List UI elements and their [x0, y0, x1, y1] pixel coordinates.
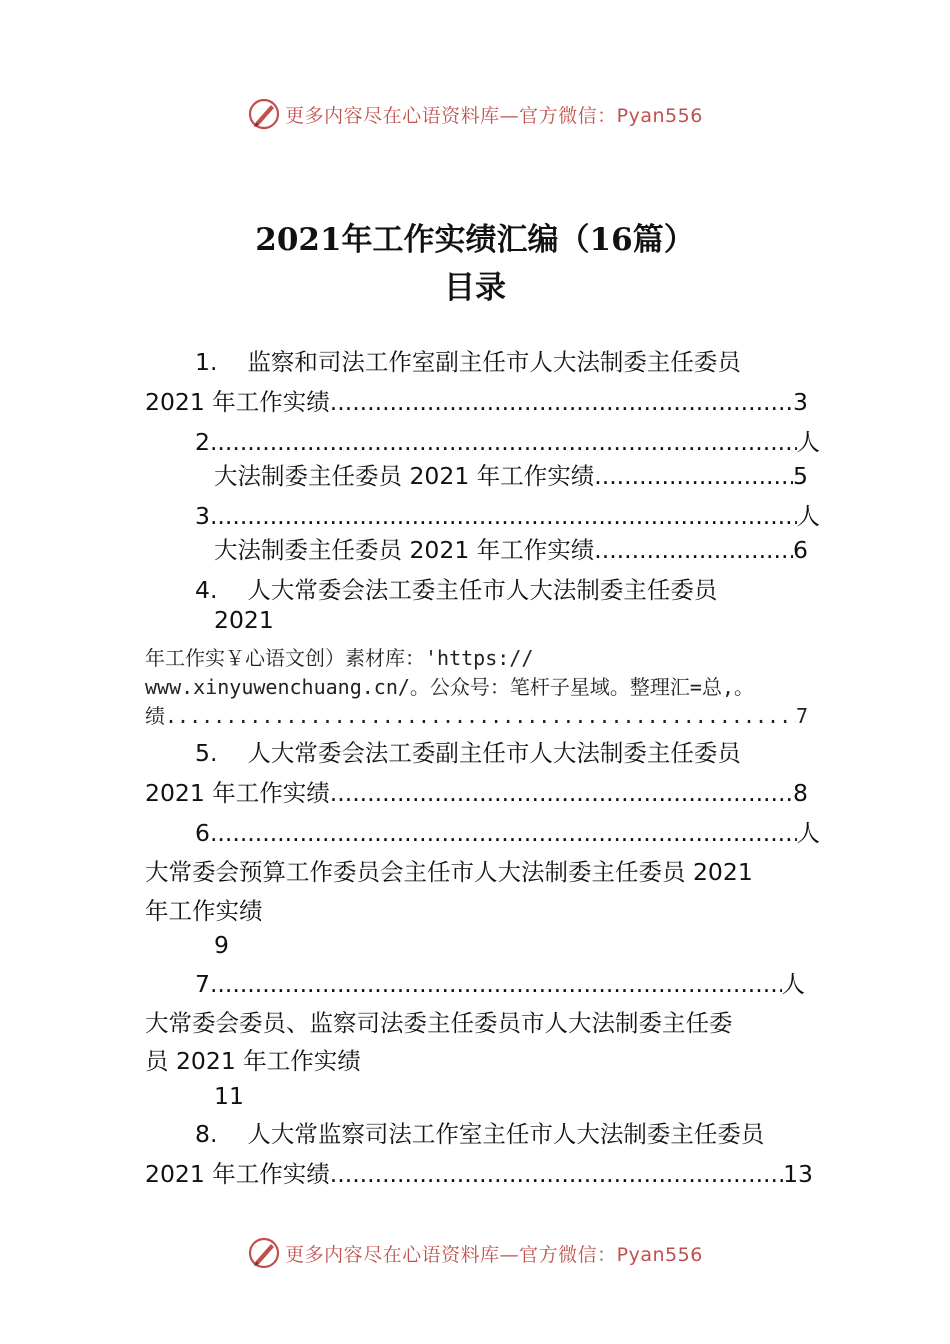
toc-entry-number: 6. [195, 819, 218, 847]
banner-label: 更多内容尽在心语资料库—官方微信： [285, 104, 617, 127]
toc-entry-number: 7. [195, 970, 218, 998]
toc-entry-number: 1. [195, 348, 218, 376]
footer-banner [0, 1233, 950, 1273]
leader-dots [217, 968, 781, 1000]
toc-entry-8-line1[interactable] [195, 1118, 764, 1150]
leader-dots [594, 460, 793, 492]
toc-entry-text: 2021 年工作实绩 [145, 1160, 330, 1188]
toc-entry-1-line1[interactable] [195, 346, 741, 378]
leader-dots [217, 426, 796, 458]
toc-entry-number: 5. [195, 739, 218, 767]
leader-dots [330, 777, 793, 809]
toc-entry-7-line1[interactable] [195, 968, 805, 1000]
pen-logo-icon [247, 97, 281, 131]
toc-entry-text: 绩 [145, 704, 165, 728]
toc-entry-text: 人大常监察司法工作室主任市人大法制委主任委员 [247, 1120, 765, 1148]
toc-entry-3-line1[interactable] [195, 500, 820, 532]
toc-entry-3-line2[interactable] [214, 534, 808, 566]
toc-entry-4-spill-2: www.xinyuwenchuang.cn/。公众号：笔杆子星域。整理汇=总,。 [145, 675, 754, 699]
toc-entry-5-line2[interactable] [145, 777, 808, 809]
toc-entry-text: 大法制委主任委员 2021 年工作实绩 [214, 536, 595, 564]
toc-entry-text: 2021 年工作实绩 [145, 388, 330, 416]
toc-entry-text: 人 [796, 428, 820, 456]
toc-page-number: 3 [793, 388, 808, 416]
toc-entry-text: 人 [796, 502, 820, 530]
banner-text [285, 1240, 703, 1267]
pen-logo-icon [247, 1236, 281, 1270]
leader-dots [594, 534, 793, 566]
toc-page-number[interactable]: 11 [214, 1082, 244, 1110]
toc-entry-text: 人大常委会法工委副主任市人大法制委主任委员 [247, 739, 741, 767]
toc-entry-6-line1[interactable] [195, 817, 820, 849]
leader-dots [165, 702, 796, 731]
toc-entry-text: 大法制委主任委员 2021 年工作实绩 [214, 462, 595, 490]
banner-label: 更多内容尽在心语资料库—官方微信： [285, 1243, 617, 1266]
toc-entry-text: 人 [796, 819, 820, 847]
toc-entry-4-spill-1: 年工作实￥心语文创）素材库：'https:// [145, 646, 534, 670]
toc-entry-8-line2[interactable] [145, 1158, 813, 1190]
toc-entry-text: 监察和司法工作室副主任市人大法制委主任委员 [247, 348, 741, 376]
toc-page-number: 7 [795, 704, 808, 728]
toc-entry-text: 2021 年工作实绩 [145, 779, 330, 807]
toc-entry-number: 8. [195, 1120, 218, 1148]
wechat-id: Pyan556 [616, 1243, 703, 1266]
toc-entry-6-line3: 年工作实绩 [145, 897, 263, 925]
toc-page-number: 8 [793, 779, 808, 807]
leader-dots [330, 386, 793, 418]
leader-dots [217, 817, 796, 849]
leader-dots [330, 1158, 783, 1190]
toc-entry-5-line1[interactable] [195, 737, 741, 769]
toc-entry-4-line2: 2021 [214, 606, 274, 634]
wechat-id: Pyan556 [616, 104, 703, 127]
toc-entry-number: 4. [195, 576, 218, 604]
toc-page-number: 6 [793, 536, 808, 564]
header-banner [0, 94, 950, 134]
toc-entry-2-line1[interactable] [195, 426, 820, 458]
toc-entry-number: 2. [195, 428, 218, 456]
toc-page-number[interactable]: 9 [214, 931, 229, 959]
toc-entry-number: 3. [195, 502, 218, 530]
leader-dots [217, 500, 796, 532]
toc-entry-text: 人大常委会法工委主任市人大法制委主任委员 [247, 576, 718, 604]
document-title: 2021年工作实绩汇编（16篇） [255, 222, 695, 258]
toc-entry-text: 人 [781, 970, 805, 998]
toc-entry-2-line2[interactable] [214, 460, 808, 492]
toc-page-number: 5 [793, 462, 808, 490]
toc-entry-4-spill-3[interactable] [145, 702, 808, 731]
banner-text [285, 101, 703, 128]
toc-page-number: 13 [783, 1160, 813, 1188]
toc-entry-4-line1[interactable] [195, 574, 717, 606]
toc-entry-1-line2[interactable] [145, 386, 808, 418]
toc-heading: 目录 [444, 270, 506, 306]
toc-entry-6-line2: 大常委会预算工作委员会主任市人大法制委主任委员 2021 [145, 858, 753, 886]
toc-entry-7-line2: 大常委会委员、监察司法委主任委员市人大法制委主任委 [145, 1009, 733, 1037]
toc-entry-7-line3: 员 2021 年工作实绩 [145, 1047, 361, 1075]
